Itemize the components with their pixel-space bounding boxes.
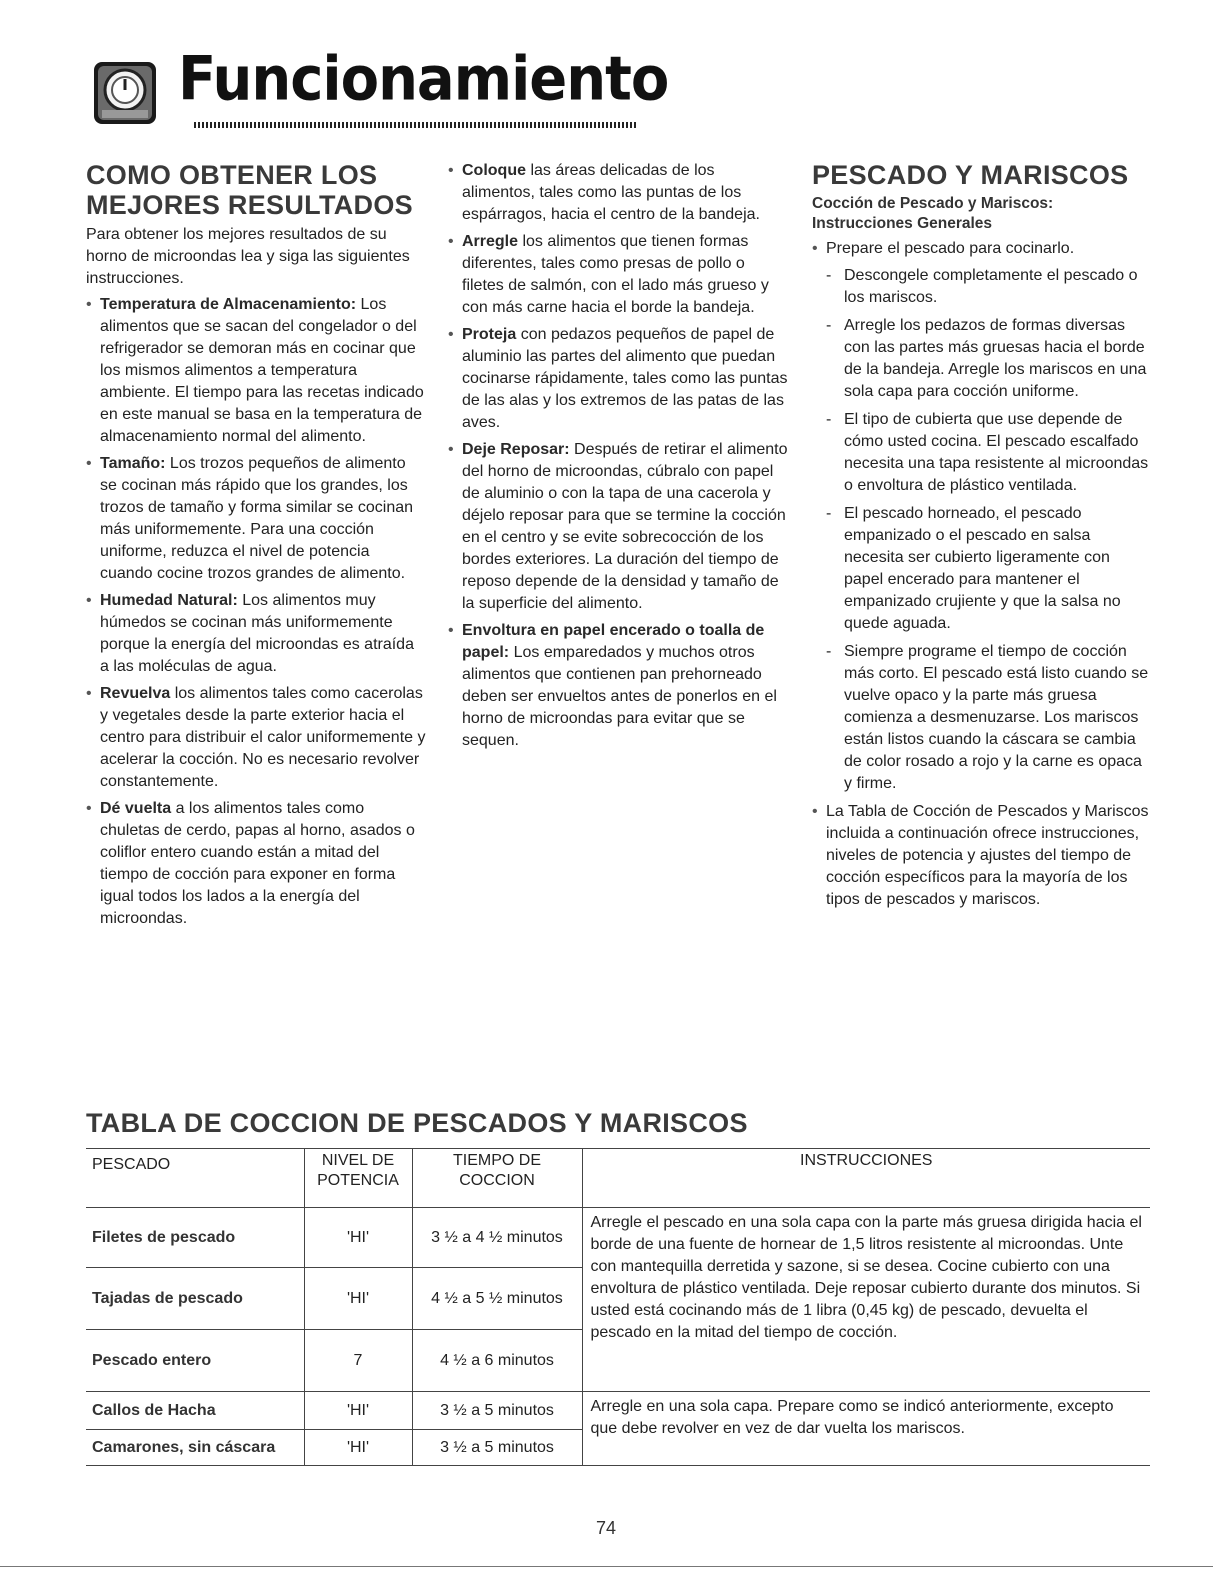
page-title: Funcionamiento (178, 44, 669, 115)
item-term: Temperatura de Almacenamiento: (100, 296, 357, 313)
column-fish-seafood (812, 160, 1152, 916)
item-term: Proteja (462, 326, 517, 343)
cooking-table (86, 1148, 1150, 1466)
list-item (86, 683, 426, 793)
page-header (92, 44, 669, 132)
dash-item: - Arregle los pedazos de formas diversas con las partes más gruesas hacia el borde de la bandeja. Arregle los mariscos en una sola capa para cocción uniforme. (820, 315, 1152, 403)
item-term: Envoltura en papel encerado o toalla de papel: (462, 622, 765, 661)
item-term: Tamaño: (100, 455, 166, 472)
table-row (86, 1208, 1150, 1268)
list-item (448, 620, 788, 752)
item-text: Los trozos pequeños de alimento se cocinan más rápido que los grandes, los trozos de tamaño y forma similar se cocinan más uniformemente. Para una cocción uniforme, reduzca el nivel de potencia cuando cocine trozos grandes de alimento. (100, 455, 414, 582)
fish-name: Callos de Hacha (86, 1392, 304, 1430)
section-subheading: Cocción de Pescado y Mariscos: Instrucciones Generales (812, 195, 1054, 232)
title-underline (194, 122, 638, 128)
list-item: • Prepare el pescado para cocinarlo. (812, 238, 1152, 260)
column-header: INSTRUCCIONES (582, 1149, 1150, 1208)
item-term: Dé vuelta (100, 800, 172, 817)
item-text: Los alimentos que se sacan del congelador o del refrigerador se demoran más en cocinar que los mismos alimentos a temperatura ambiente. El tiempo para las recetas indicado en este manual se basa en la temperatura de almacenamiento normal del alimento. (100, 296, 424, 445)
list-item: • La Tabla de Cocción de Pescados y Mariscos incluida a continuación ofrece instrucciones, niveles de potencia y ajustes del tiempo de cocción específicos para la mayoría de los tipos de pescados y mariscos. (812, 801, 1152, 911)
column-header: TIEMPO DE COCCION (412, 1149, 582, 1208)
fish-name: Camarones, sin cáscara (86, 1430, 304, 1466)
item-text: Después de retirar el alimento del horno de microondas, cúbralo con papel de aluminio o con la tapa de una cacerola y déjelo reposar para que se termine la cocción en el centro y se evite sobrecocción de los bordes exteriores. La duración del tiempo de reposo depende de la densidad y tamaño de la superficie del alimento. (462, 441, 788, 612)
dash-item: - El tipo de cubierta que use depende de cómo usted cocina. El pescado escalfado necesita una tapa resistente al microondas o envoltura de plástico ventilada. (820, 409, 1152, 497)
item-term: Humedad Natural: (100, 592, 238, 609)
cook-time: 3 ½ a 5 minutos (412, 1392, 582, 1430)
microwave-dial-icon (92, 60, 158, 126)
list-item (448, 324, 788, 434)
item-text: Los emparedados y muchos otros alimentos que contienen pan prehorneado deben ser envueltos antes de ponerlos en el horno de microondas para evitar que se sequen. (462, 644, 777, 749)
column-header: PESCADO (86, 1149, 304, 1208)
fish-name: Pescado entero (86, 1330, 304, 1392)
item-term: Deje Reposar: (462, 441, 570, 458)
instructions-cell: Arregle el pescado en una sola capa con la parte más gruesa dirigida hacia el borde de una fuente de hornear de 1,5 litros resistente al microondas. Unte con mantequilla derretida y sazone, si se desea. Cocine cubierto con una envoltura de plástico ventilada. Deje reposar cubierto durante dos minutos. Si usted está cocinando más de 1 libra (0,45 kg) de pescado, devuelta el pescado en la mitad del tiempo de cocción. (582, 1208, 1150, 1392)
power-level: 7 (304, 1330, 412, 1392)
bottom-divider (0, 1566, 1213, 1567)
item-term: Arregle (462, 233, 519, 250)
power-level: 'HI' (304, 1208, 412, 1268)
list-item (86, 798, 426, 930)
dash-item: - El pescado horneado, el pescado empanizado o el pescado en salsa necesita ser cubierto ligeramente con papel encerado para mantener el empanizado crujiente y que la salsa no quede aguada. (820, 503, 1152, 635)
item-text: Los alimentos muy húmedos se cocinan más uniformemente porque la energía del microondas es atraída a las moléculas de agua. (100, 592, 414, 675)
list-item (448, 439, 788, 615)
item-text: los alimentos que tienen formas diferentes, tales como presas de pollo o filetes de salmón, con el lado más grueso y con más carne hacia el borde la bandeja. (462, 233, 769, 316)
fish-name: Tajadas de pescado (86, 1268, 304, 1330)
item-text: con pedazos pequeños de papel de aluminio las partes del alimento que puedan cocinarse rápidamente, tales como las puntas de las alas y los extremos de las patas de las aves. (462, 326, 788, 431)
list-item (86, 294, 426, 448)
intro-text: Para obtener los mejores resultados de su horno de microondas lea y siga las siguientes instrucciones. (86, 226, 410, 287)
list-item (86, 453, 426, 585)
cook-time: 3 ½ a 5 minutos (412, 1430, 582, 1466)
list-item (448, 160, 788, 226)
instructions-cell: Arregle en una sola capa. Prepare como se indicó anteriormente, excepto que debe revolver en vez de dar vuelta los mariscos. (582, 1392, 1150, 1466)
list-item (448, 231, 788, 319)
cook-time: 4 ½ a 5 ½ minutos (412, 1268, 582, 1330)
cook-time: 3 ½ a 4 ½ minutos (412, 1208, 582, 1268)
item-term: Revuelva (100, 685, 171, 702)
section-heading: PESCADO Y MARISCOS (812, 160, 1129, 190)
power-level: 'HI' (304, 1268, 412, 1330)
dash-item: - Siempre programe el tiempo de cocción más corto. El pescado está listo cuando se vuelve opaco y la parte más gruesa comienza a desmenuzarse. Los mariscos están listos cuando la cáscara se cambia de color rosado a rojo y la carne es opaca y firme. (820, 641, 1152, 795)
section-heading: COMO OBTENER LOS MEJORES RESULTADOS (86, 160, 413, 220)
dash-item: - Descongele completamente el pescado o los mariscos. (820, 265, 1152, 309)
column-best-results (86, 160, 426, 935)
item-term: Coloque (462, 162, 526, 179)
table-heading: TABLA DE COCCION DE PESCADOS Y MARISCOS (86, 1108, 748, 1138)
list-item (86, 590, 426, 678)
column-tips (448, 160, 788, 757)
page-number: 74 (596, 1518, 617, 1538)
column-header: NIVEL DE POTENCIA (304, 1149, 412, 1208)
table-row (86, 1392, 1150, 1430)
power-level: 'HI' (304, 1430, 412, 1466)
cook-time: 4 ½ a 6 minutos (412, 1330, 582, 1392)
item-text: las áreas delicadas de los alimentos, tales como las puntas de los espárragos, hacia el centro de la bandeja. (462, 162, 760, 223)
item-text: los alimentos tales como cacerolas y vegetales desde la parte exterior hacia el centro para distribuir el calor uniformemente y acelerar la cocción. No es necesario revolver constantemente. (100, 685, 426, 790)
power-level: 'HI' (304, 1392, 412, 1430)
item-text: a los alimentos tales como chuletas de cerdo, papas al horno, asados o coliflor entero cuando están a mitad del tiempo de cocción para exponer en forma igual todos los lados a la energía del microondas. (100, 800, 415, 927)
fish-name: Filetes de pescado (86, 1208, 304, 1268)
table-header-row (86, 1149, 1150, 1208)
